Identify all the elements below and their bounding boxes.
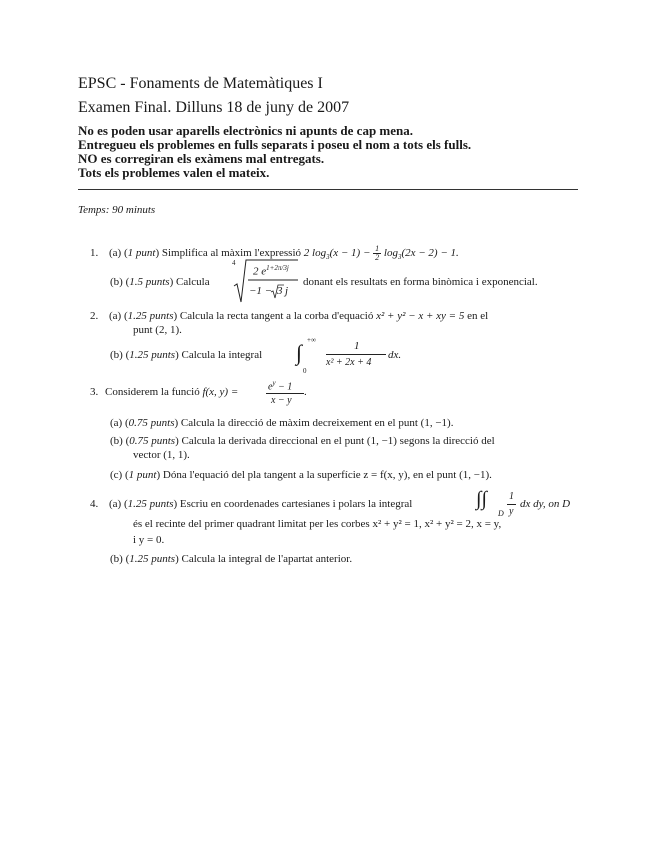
part-label: (a): [109, 498, 122, 510]
points: 1 punt: [128, 469, 157, 481]
points: 1.25 punts: [127, 498, 174, 510]
problem-4: 4. (a) (1.25 punts) Escriu en coordenades cartesianes i polars la integral: [90, 498, 413, 510]
points: 1.5 punts: [129, 276, 170, 288]
question-text: Calcula la direcció de màxim decreixement en el punt (1, −1).: [180, 417, 454, 429]
divider: [78, 189, 578, 190]
question-text: vector (1, 1).: [133, 449, 190, 461]
question-text: Escriu en coordenades cartesianes i polars la integral: [179, 498, 413, 510]
question-text: és el recinte del primer quadrant limitat per les corbes x² + y² = 1, x² + y² = 2, x = y,: [133, 518, 502, 530]
problem-3c: (c) (1 punt) Dóna l'equació del pla tangent a la superfície z = f(x, y), en el punt (1, −1).: [110, 469, 492, 481]
problem-1b: (b) (1.5 punts) Calcula: [110, 276, 210, 288]
points: 1 punt: [127, 247, 156, 260]
part-label: (a): [109, 247, 122, 260]
problem-3b: (b) (0.75 punts) Calcula la derivada direccional en el punt (1, −1) segons la direcció del: [110, 435, 495, 447]
instruction-line: Entregueu els problemes en fulls separats i poseu el nom a tots els fulls.: [78, 137, 472, 152]
question-text: i y = 0.: [133, 534, 165, 546]
instruction-line: No es poden usar aparells electrònics ni apunts de cap mena.: [78, 123, 414, 138]
root-index: 4: [232, 259, 236, 267]
question-text: Considerem la funció: [105, 386, 200, 398]
problem-number: 1.: [90, 247, 99, 260]
part-label: (b): [110, 435, 123, 447]
part-label: (b): [110, 276, 123, 288]
points: 1.25 punts: [127, 310, 174, 322]
question-text: punt (2, 1).: [133, 324, 182, 336]
points: 1.25 punts: [129, 553, 176, 565]
function-definition: f(x, y) =: [202, 386, 239, 398]
function-fraction: $e^y - 1$ x − y: [266, 378, 306, 410]
part-label: (a): [110, 417, 123, 429]
math-expression: 2 $\log_3(x - 1)$ − $\frac{1}{2}$ $\log_3(2x - 2) - 1$.: [303, 244, 459, 262]
part-label: (b): [110, 349, 123, 361]
problem-1: 1. (a) (1 punt) Simplifica al màxim l'expressió 2 $\log_3(x - 1)$ − $\frac{1}{2}$ $\log_3(2x - 2) - 1$.: [90, 244, 459, 262]
instruction-line: Tots els problemes valen el mateix.: [78, 165, 270, 180]
points: 0.75 punts: [129, 435, 176, 447]
exam-title: EPSC - Fonaments de Matemàtiques I: [78, 75, 323, 92]
problem-3a: (a) (0.75 punts) Calcula la direcció de màxim decreixement en el punt (1, −1).: [110, 417, 454, 429]
question-text: Simplifica al màxim l'expressió: [161, 247, 302, 260]
part-label: (a): [109, 310, 122, 322]
question-text: Dóna l'equació del pla tangent a la superfície z = f(x, y), en el punt (1, −1).: [162, 469, 492, 481]
problem-3: [90, 386, 238, 398]
integral-expression: ∫ +∞ 0 1 x² + 2x + 4 dx.: [296, 336, 402, 375]
part-label: (b): [110, 553, 123, 565]
problem-4b: (b) (1.25 punts) Calcula la integral de l'apartat anterior.: [110, 553, 353, 565]
question-text: Calcula la derivada direccional en el punt (1, −1) segons la direcció del: [181, 435, 495, 447]
problem-number: 4.: [90, 498, 99, 510]
question-text: Calcula la integral de l'apartat anterior.: [181, 553, 353, 565]
part-label: (c): [110, 469, 123, 481]
radical-numerator: 2 $e^{1+2\pi/3j}$: [253, 264, 289, 278]
exam-subtitle: Examen Final. Dilluns 18 de juny de 2007: [78, 99, 350, 116]
points: 0.75 punts: [128, 417, 175, 429]
question-text: Calcula la integral: [181, 349, 263, 361]
question-text: Calcula: [176, 276, 210, 288]
points: 1.25 punts: [129, 349, 176, 361]
math-expression: x² + y² − x + xy = 5: [376, 310, 465, 322]
problem-number: 2.: [90, 310, 99, 322]
radical-denominator: −1 −: [249, 285, 273, 297]
double-integral: ∫∫ D 1 y dx dy, on D: [476, 488, 571, 518]
instructions: [78, 124, 471, 180]
instruction-line: NO es corregiran els exàmens mal entregats.: [78, 151, 325, 166]
problem-2: 2. (a) (1.25 punts) Calcula la recta tangent a la corba d'equació x² + y² − x + xy = 5 en el: [90, 310, 489, 322]
exam-page: EPSC - Fonaments de Matemàtiques I Examen Final. Dilluns 18 de juny de 2007 No es poden usar aparells electrònics ni apunts de cap mena. Entregueu els problemes en fulls separats i poseu el nom a tots els fulls. NO es corregiran els exàmens mal entregats. Tots els problemes valen el mateix. Temps: 90 minuts 1. (a) (1 punt) Simplifica al màxim l'expressió 2 $\log_3(x - 1)$ − $\frac{1}{2}$ $\log_3(2x - 2) - 1$. (b) (1.5 punts) Calcula 4 2 $e^{1+2\pi/3j}$ −1 − 3 j donant els resultats en forma binòmica i exponencial. 2. (a) (1.25 punts) Calcula la recta tangent a la corba d'equació x² + y² − x + xy = 5 en el punt (2, 1). (b) (1.25 punts) Calcula la integral ∫ +∞ 0 1 x² + 2x + 4 dx. 3. Considerem la funció f(x, y) = $e^y - 1$ x − y . (a) (0.75 punts) Calcula la direcció de màxim decreixement en el punt (1, −1). (b) (0.75 punts) Calcula la derivada direccional en el punt (1, −1) segons la direcció del vector (1, 1). (c) (1 punt) Dóna l'equació del pla tangent a la superfície z = f(x, y), en el punt (1, −1). 4. (a) (1.25 punts) Escriu en coordenades cartesianes i polars la integral ∫∫ D 1 y dx dy, on D és el recinte del primer quadrant limitat per les corbes x² + y² = 1, x² + y² = 2, x = y, i y = 0. (b) (1.25 punts) Calcula la integral de l'apartat anterior.: [0, 0, 655, 848]
problem-number: 3.: [90, 386, 99, 398]
time-limit: Temps: 90 minuts: [78, 204, 156, 216]
question-text: donant els resultats en forma binòmica i exponencial.: [303, 276, 538, 288]
problem-2b: (b) (1.25 punts) Calcula la integral: [110, 349, 263, 361]
question-text: Calcula la recta tangent a la corba d'equació: [179, 310, 374, 322]
radical-expression: 4 2 $e^{1+2\pi/3j}$ −1 − 3 j: [232, 258, 300, 304]
